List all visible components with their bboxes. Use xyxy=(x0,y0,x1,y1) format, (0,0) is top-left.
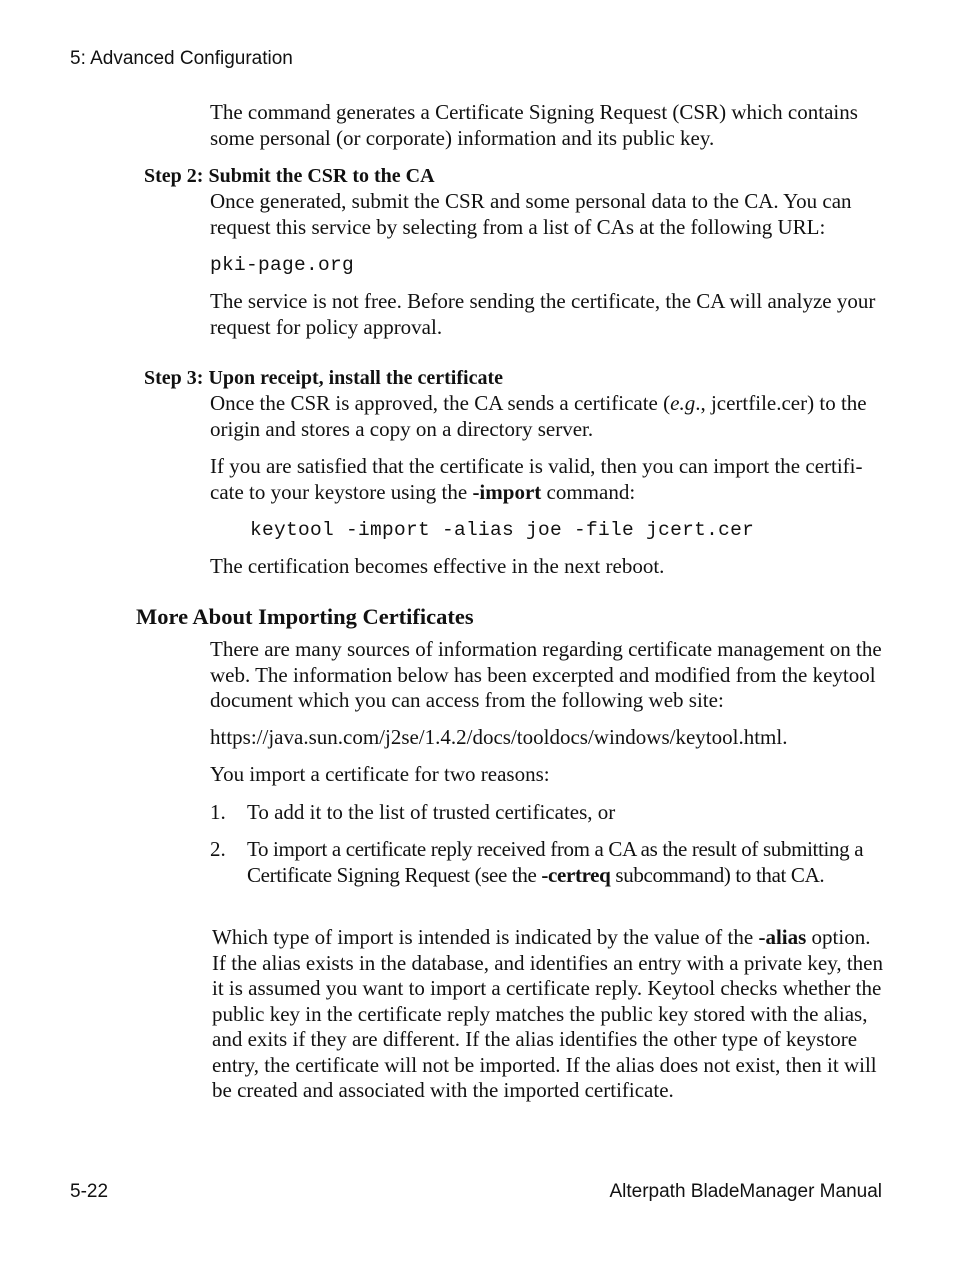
csr-description: The command generates a Certificate Signing Request (CSR) which contains some personal (or corporate) information and its public key. xyxy=(210,100,858,150)
step3-effective: The certification becomes effective in the next reboot. xyxy=(210,554,665,578)
running-header: 5: Advanced Configuration xyxy=(70,48,293,69)
reasons-intro: You import a certificate for two reasons: xyxy=(210,762,550,786)
import-option: -import xyxy=(472,479,542,504)
alias-option: -alias xyxy=(758,925,807,949)
pki-url: pki-page.org xyxy=(210,254,355,276)
list-item-number: 2. xyxy=(210,837,226,861)
section-heading-more-about: More About Importing Certificates xyxy=(136,604,474,629)
list-item-number: 1. xyxy=(210,800,226,824)
more-about-intro: There are many sources of information regarding certificate management on the web. The information below has been excerpted and modified from the keytool document which you can access from the following web site: xyxy=(210,637,882,712)
manual-title: Alterpath BladeManager Manual xyxy=(609,1181,882,1202)
eg-abbrev: e.g xyxy=(670,391,696,415)
certreq-option: -certreq xyxy=(541,862,611,887)
list-item-text: To import a certificate reply received from a CA as the result of submitting a Certificate Signing Request (see the -certreq subcommand) to that CA. xyxy=(247,837,864,887)
step2-body: Once generated, submit the CSR and some personal data to the CA. You can request this service by selecting from a list of CAs at the following URL: xyxy=(210,189,852,239)
step2-note: The service is not free. Before sending the certificate, the CA will analyze your request for policy approval. xyxy=(210,289,876,339)
step3-heading: Step 3: Upon receipt, install the certificate xyxy=(144,367,503,389)
alias-paragraph: Which type of import is intended is indicated by the value of the -alias option. If the alias exists in the database, and identifies an entry with a private key, then it is assumed you want to import a certificate reply. Keytool checks whether the public key in the certificate reply matches the public key stored with the alias, and exits if they are different. If the alias identifies the other type of keystore entry, the certificate will not be imported. If the alias does not exist, then it will be created and associated with the imported certificate. xyxy=(212,925,883,1102)
keytool-doc-url: https://java.sun.com/j2se/1.4.2/docs/tooldocs/windows/keytool.html. xyxy=(210,725,788,749)
step2-heading: Step 2: Submit the CSR to the CA xyxy=(144,165,435,187)
page-number: 5-22 xyxy=(70,1181,109,1202)
step3-body: Once the CSR is approved, the CA sends a certificate (e.g., jcertfile.cer) to the origin and stores a copy on a directory server. xyxy=(210,391,867,441)
list-item-text: To add it to the list of trusted certificates, or xyxy=(247,800,616,824)
keytool-command: keytool -import -alias joe -file jcert.cer xyxy=(250,519,755,541)
step3-import-text: If you are satisfied that the certificate is valid, then you can import the certifi-cate to your keystore using the -import command: xyxy=(210,454,863,504)
